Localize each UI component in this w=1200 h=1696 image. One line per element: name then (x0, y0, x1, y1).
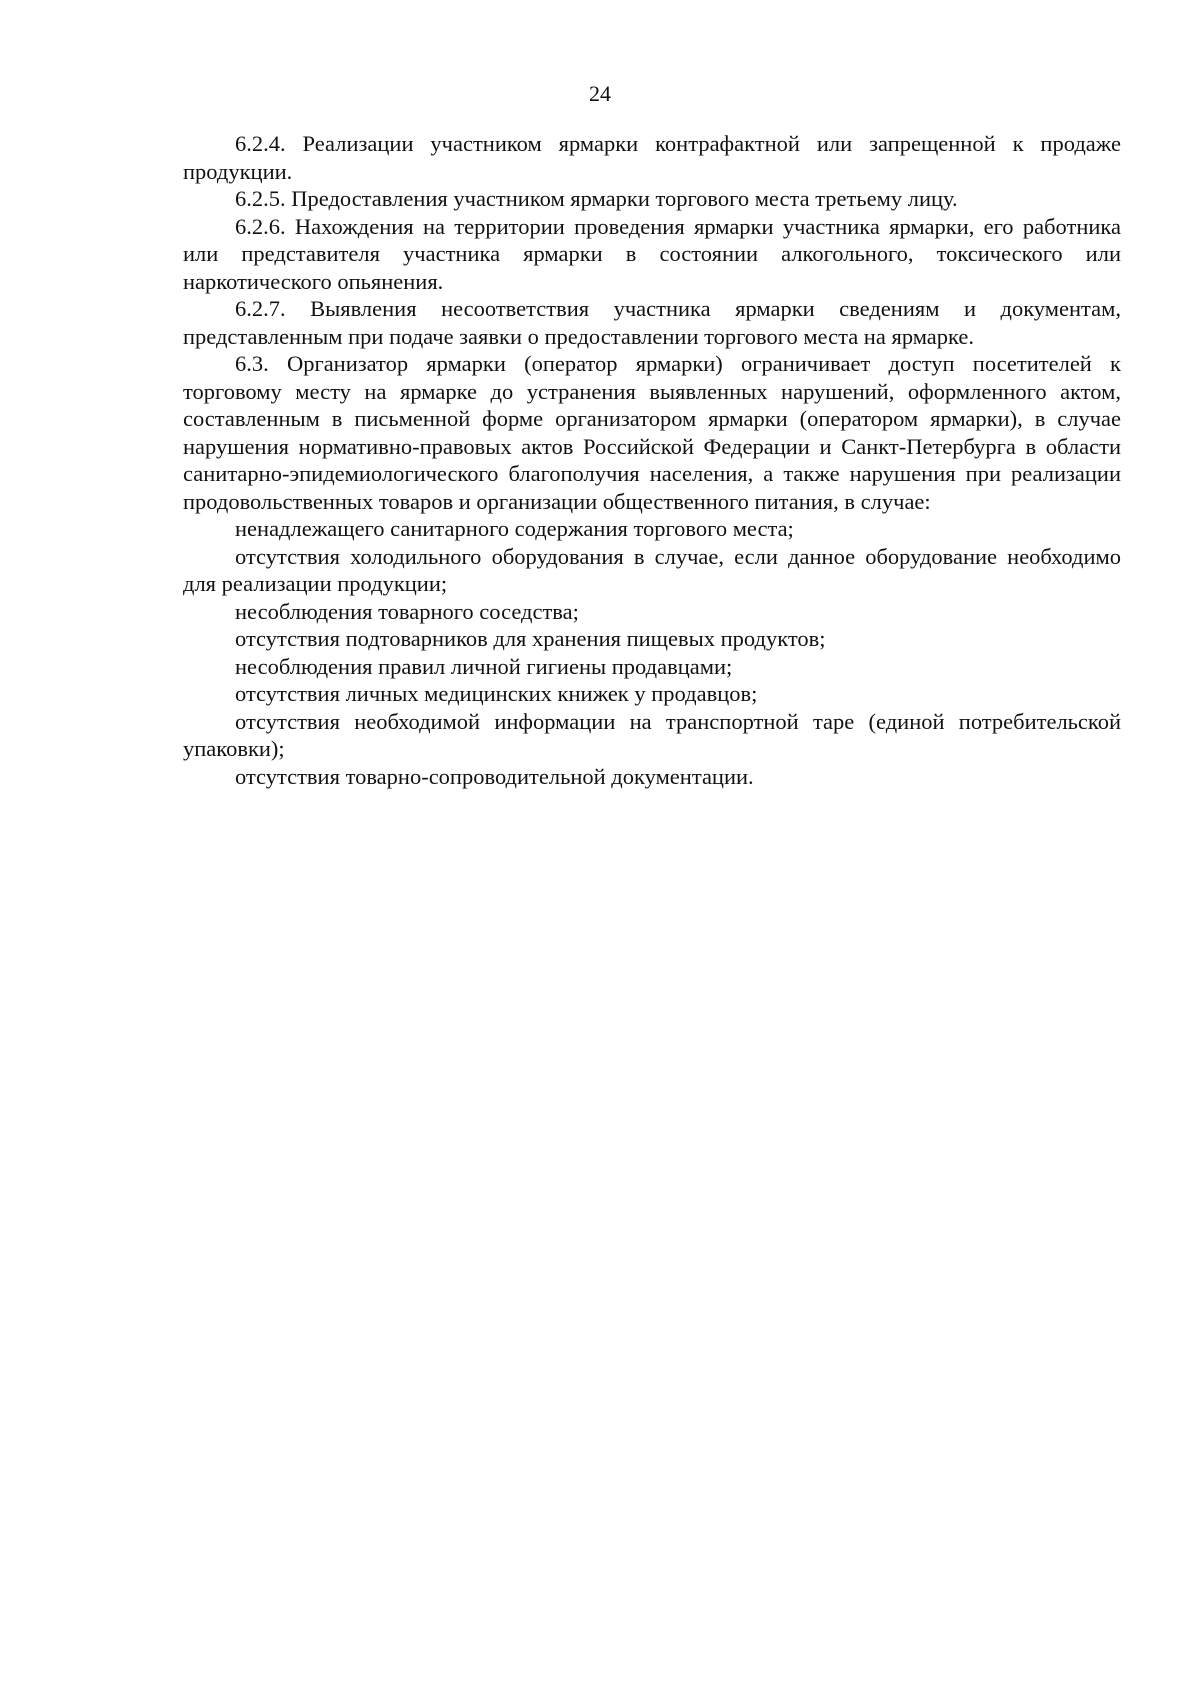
page-number: 24 (589, 81, 611, 106)
paragraph-6-2-7: 6.2.7. Выявления несоответствия участника ярмарки сведениям и документам, представленным при подаче заявки о предоставлении торгового места на ярмарке. (183, 296, 1121, 349)
paragraph-6-2-5: 6.2.5. Предоставления участником ярмарки торгового места третьему лицу. (235, 186, 958, 211)
list-item-personal-hygiene: несоблюдения правил личной гигиены продавцами; (235, 653, 733, 679)
document-body (183, 130, 1121, 790)
list-item-pallets: отсутствия подтоварников для хранения пищевых продуктов; (235, 626, 826, 651)
list-item-packaging-info: отсутствия необходимой информации на транспортной таре (единой потребительской упаковки); (183, 708, 1121, 761)
paragraph-6-2-4: 6.2.4. Реализации участником ярмарки контрафактной или запрещенной к продаже продукции. (183, 131, 1121, 184)
list-item-product-neighborhood: несоблюдения товарного соседства; (235, 598, 579, 624)
paragraph-6-2-6: 6.2.6. Нахождения на территории проведения ярмарки участника ярмарки, его работника или представителя участника ярмарки в состоянии алкогольного, токсического или наркотического опьянения. (183, 213, 1121, 294)
list-item-shipping-documents: отсутствия товарно-сопроводительной документации. (235, 763, 754, 789)
list-item-sanitary-maintenance: ненадлежащего санитарного содержания торгового места; (235, 516, 794, 541)
paragraph-6-3: 6.3. Организатор ярмарки (оператор ярмарки) ограничивает доступ посетителей к торговому месту на ярмарке до устранения выявленных нарушений, оформленного актом, составленным в письменной форме организатором ярмарки (оператором ярмарки), в случае нарушения нормативно-правовых актов Российской Федерации и Санкт-Петербурга в области санитарно-эпидемиологического благополучия населения, а также нарушения при реализации продовольственных товаров и организации общественного питания, в случае: (183, 351, 1121, 514)
list-item-medical-books: отсутствия личных медицинских книжек у продавцов; (235, 681, 758, 706)
list-item-refrigeration: отсутствия холодильного оборудования в случае, если данное оборудование необходимо для реализации продукции; (183, 543, 1121, 596)
